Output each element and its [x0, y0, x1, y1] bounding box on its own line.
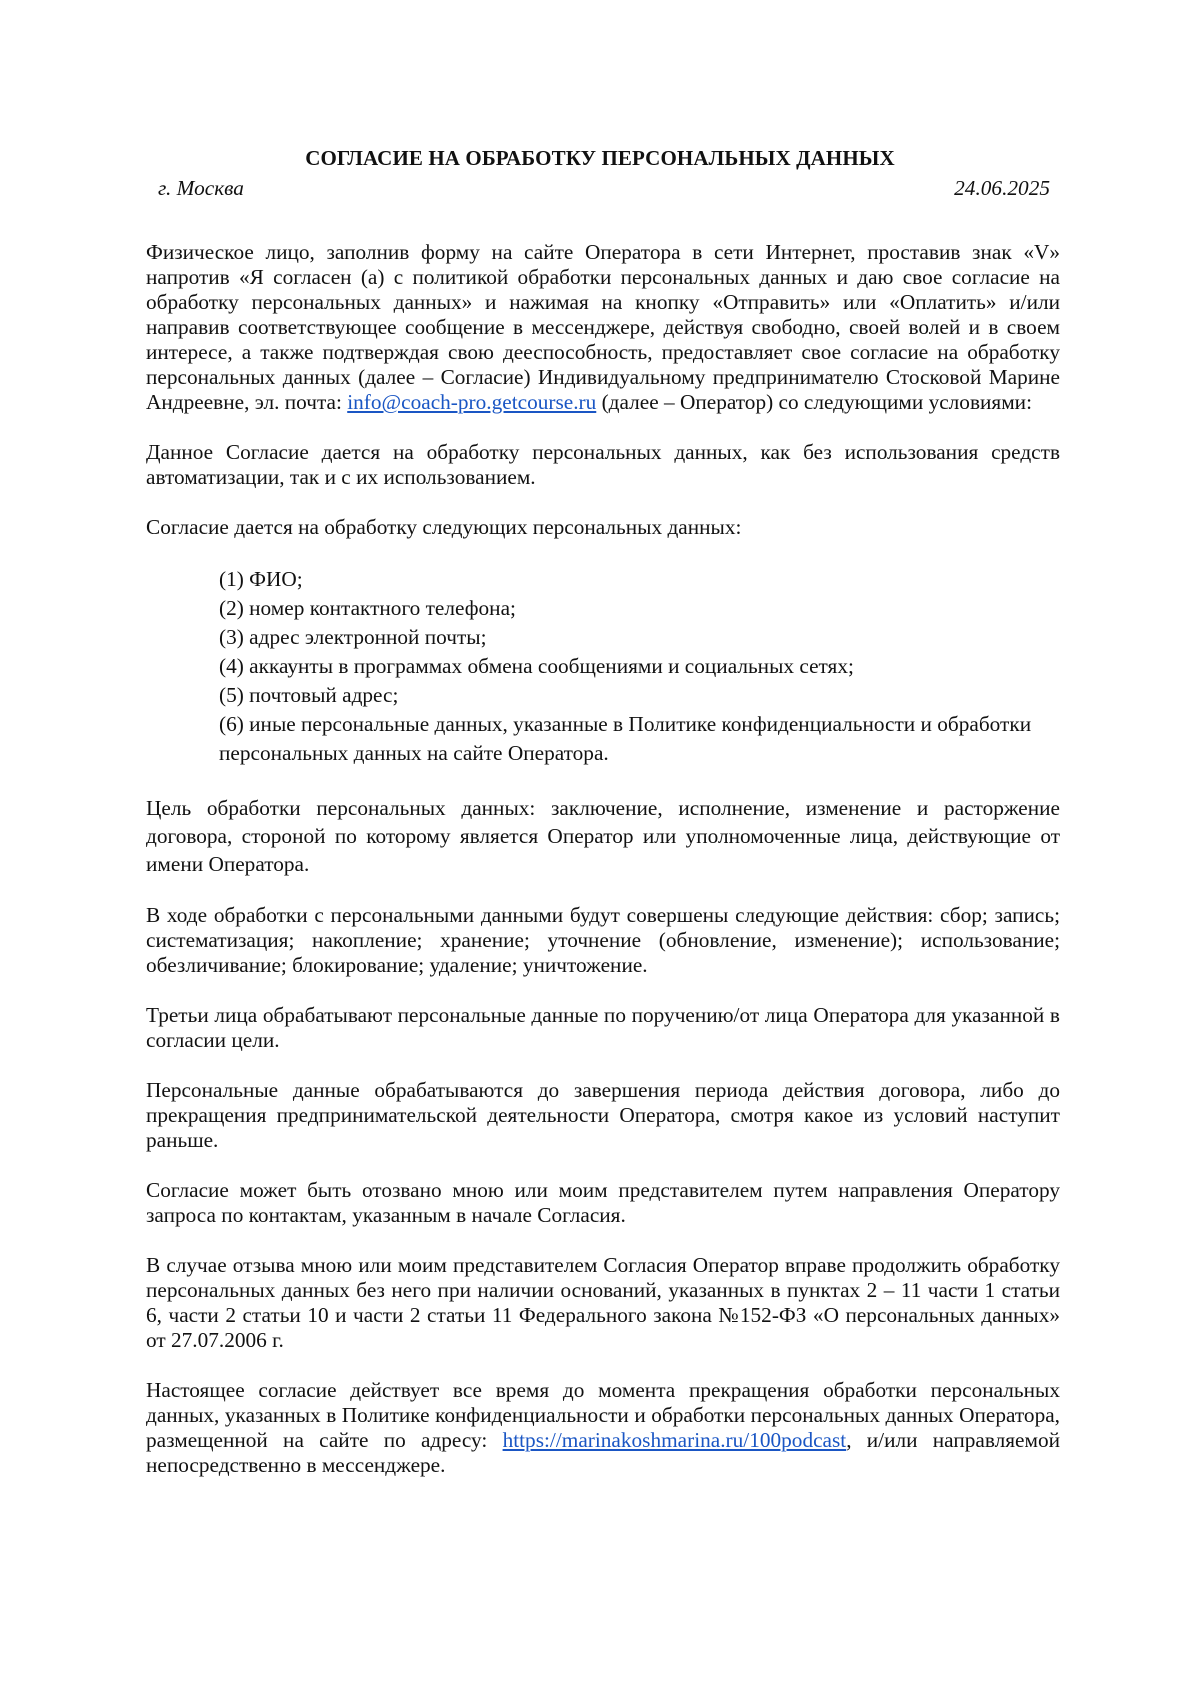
- paragraph-third-parties: Третьи лица обрабатывают персональные данные по поручению/от лица Оператора для указанной в согласии цели.: [146, 1003, 1060, 1052]
- list-item: (3) адрес электронной почты;: [219, 625, 487, 649]
- document-title: СОГЛАСИЕ НА ОБРАБОТКУ ПЕРСОНАЛЬНЫХ ДАННЫХ: [305, 146, 895, 170]
- paragraph-actions: В ходе обработки с персональными данными будут совершены следующие действия: сбор; запись; систематизация; накопление; хранение; уточнение (обновление, изменение); использование; обезличивание; блокирование; удаление; уничтожение.: [146, 903, 1060, 977]
- document-date: 24.06.2025: [954, 176, 1050, 200]
- intro-text-end: (далее – Оператор) со следующими условиями:: [596, 390, 1032, 414]
- paragraph-data-list-intro: Согласие дается на обработку следующих персональных данных:: [146, 515, 742, 539]
- paragraph-automation: Данное Согласие дается на обработку персональных данных, как без использования средств автоматизации, так и с их использованием.: [146, 440, 1060, 489]
- paragraph-purpose: Цель обработки персональных данных: заключение, исполнение, изменение и расторжение договора, стороной по которому является Оператор или уполномоченные лица, действующие от имени Оператора.: [146, 796, 1060, 876]
- paragraph-revocation-effects: В случае отзыва мною или моим представителем Согласия Оператор вправе продолжить обработку персональных данных без него при наличии оснований, указанных в пунктах 2 – 11 части 1 статьи 6, части 2 статьи 10 и части 2 статьи 11 Федерального закона №152-ФЗ «О персональных данных» от 27.07.2006 г.: [146, 1253, 1060, 1352]
- list-item: (2) номер контактного телефона;: [219, 596, 516, 620]
- list-item: (6) иные персональные данных, указанные в Политике конфиденциальности и обработки персональных данных на сайте Оператора.: [219, 712, 1032, 765]
- paragraph-duration: Персональные данные обрабатываются до завершения периода действия договора, либо до прекращения предпринимательской деятельности Оператора, смотря какое из условий наступит раньше.: [146, 1078, 1060, 1152]
- validity-text-end: , и/или направляемой непосредственно в мессенджере.: [146, 1428, 1060, 1477]
- policy-url-link[interactable]: https://marinakoshmarina.ru/100podcast: [502, 1428, 847, 1452]
- list-item: (4) аккаунты в программах обмена сообщениями и социальных сетях;: [219, 654, 854, 678]
- paragraph-intro: [146, 240, 1060, 415]
- list-item: (5) почтовый адрес;: [219, 683, 399, 707]
- document-city: г. Москва: [158, 176, 244, 200]
- operator-email-link[interactable]: info@coach-pro.getcourse.ru: [347, 390, 597, 414]
- document-body: [146, 240, 1060, 1503]
- validity-text: Настоящее согласие действует все время до момента прекращения обработки персональных данных, указанных в Политике конфиденциальности и обработки персональных данных Оператора, размещенной на сайте по адресу:: [146, 1378, 1060, 1452]
- personal-data-list: [219, 565, 1060, 768]
- paragraph-validity: [146, 1378, 1060, 1478]
- paragraph-revocation: Согласие может быть отозвано мною или моим представителем путем направления Оператору запроса по контактам, указанным в начале Согласия.: [146, 1178, 1060, 1227]
- intro-text: Физическое лицо, заполнив форму на сайте Оператора в сети Интернет, проставив знак «V» напротив «Я согласен (а) с политикой обработки персональных данных и даю свое согласие на обработку персональных данных» и нажимая на кнопку «Отправить» или «Оплатить» и/или направив соответствующее сообщение в мессенджере, действуя свободно, своей волей и в своем интересе, а также подтверждая свою дееспособность, предоставляет свое согласие на обработку персональных данных (далее – Согласие) Индивидуальному предпринимателю Стосковой Марине Андреевне, эл. почта:: [146, 240, 1060, 414]
- list-item: (1) ФИО;: [219, 567, 303, 591]
